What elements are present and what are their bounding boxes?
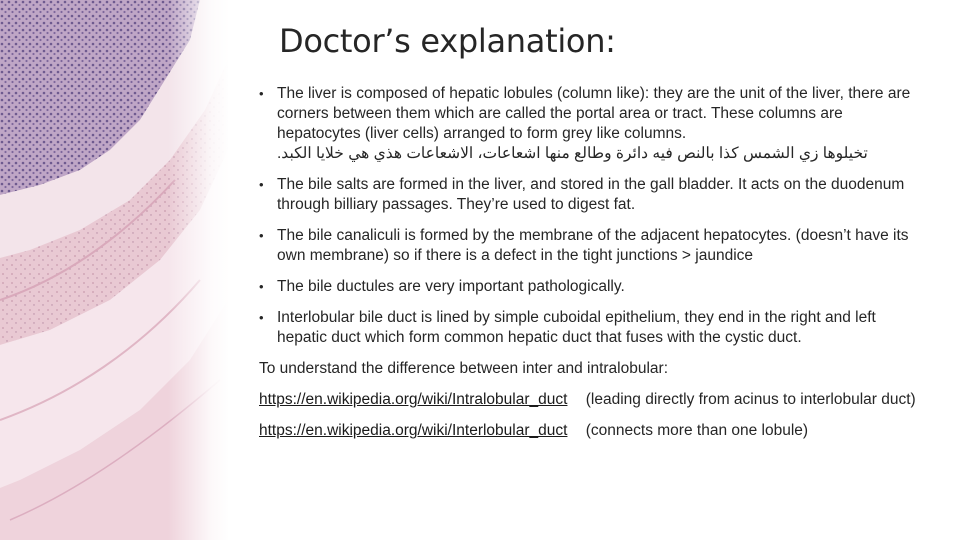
image-fade-overlay	[168, 0, 230, 540]
bullet-icon: •	[259, 86, 264, 101]
bullet-item-bile-canaliculi	[259, 226, 919, 266]
bullet-list	[259, 84, 919, 348]
bullet-text: Interlobular bile duct is lined by simple cuboidal epithelium, they end in the right and left hepatic duct which form common hepatic duct that fuses with the cystic duct.	[277, 309, 876, 346]
bullet-icon: •	[259, 279, 264, 294]
slide-content	[259, 84, 919, 452]
link-note: (leading directly from acinus to interlobular duct)	[585, 391, 916, 408]
interlobular-duct-link[interactable]: https://en.wikipedia.org/wiki/Interlobular_duct	[259, 422, 568, 439]
bullet-item-interlobular-duct	[259, 308, 919, 348]
bullet-text: The bile canaliculi is formed by the membrane of the adjacent hepatocytes. (doesn’t have its own membrane) so if there is a defect in the tight junctions > jaundice	[277, 227, 909, 264]
bullet-item-bile-salts	[259, 175, 919, 215]
bullet-icon: •	[259, 310, 264, 325]
bullet-icon: •	[259, 228, 264, 243]
bullet-item-bile-ductules	[259, 277, 919, 297]
bullet-text: The bile salts are formed in the liver, and stored in the gall bladder. It acts on the duodenum through billiary passages. They’re used to digest fat.	[277, 176, 905, 213]
link-row-interlobular	[259, 421, 919, 441]
understand-heading: To understand the difference between inter and intralobular:	[259, 360, 669, 377]
bullet-text: The liver is composed of hepatic lobules (column like): they are the unit of the liver, there are corners between them which are called the portal area or tract. These columns are hepatocytes (liver cells) arranged to form grey like columns.	[277, 85, 911, 142]
bullet-item-liver-lobules	[259, 84, 919, 164]
intralobular-duct-link[interactable]: https://en.wikipedia.org/wiki/Intralobular_duct	[259, 391, 568, 408]
link-note: (connects more than one lobule)	[585, 422, 809, 439]
slide-title: Doctor’s explanation:	[279, 22, 616, 60]
bullet-icon: •	[259, 177, 264, 192]
arabic-note: تخيلوها زي الشمس كذا بالنص فيه دائرة وطالع منها اشعاعات، الاشعاعات هذي هي خلايا الكبد.	[277, 145, 868, 162]
bullet-text: The bile ductules are very important pathologically.	[277, 278, 625, 295]
link-row-intralobular	[259, 390, 919, 410]
